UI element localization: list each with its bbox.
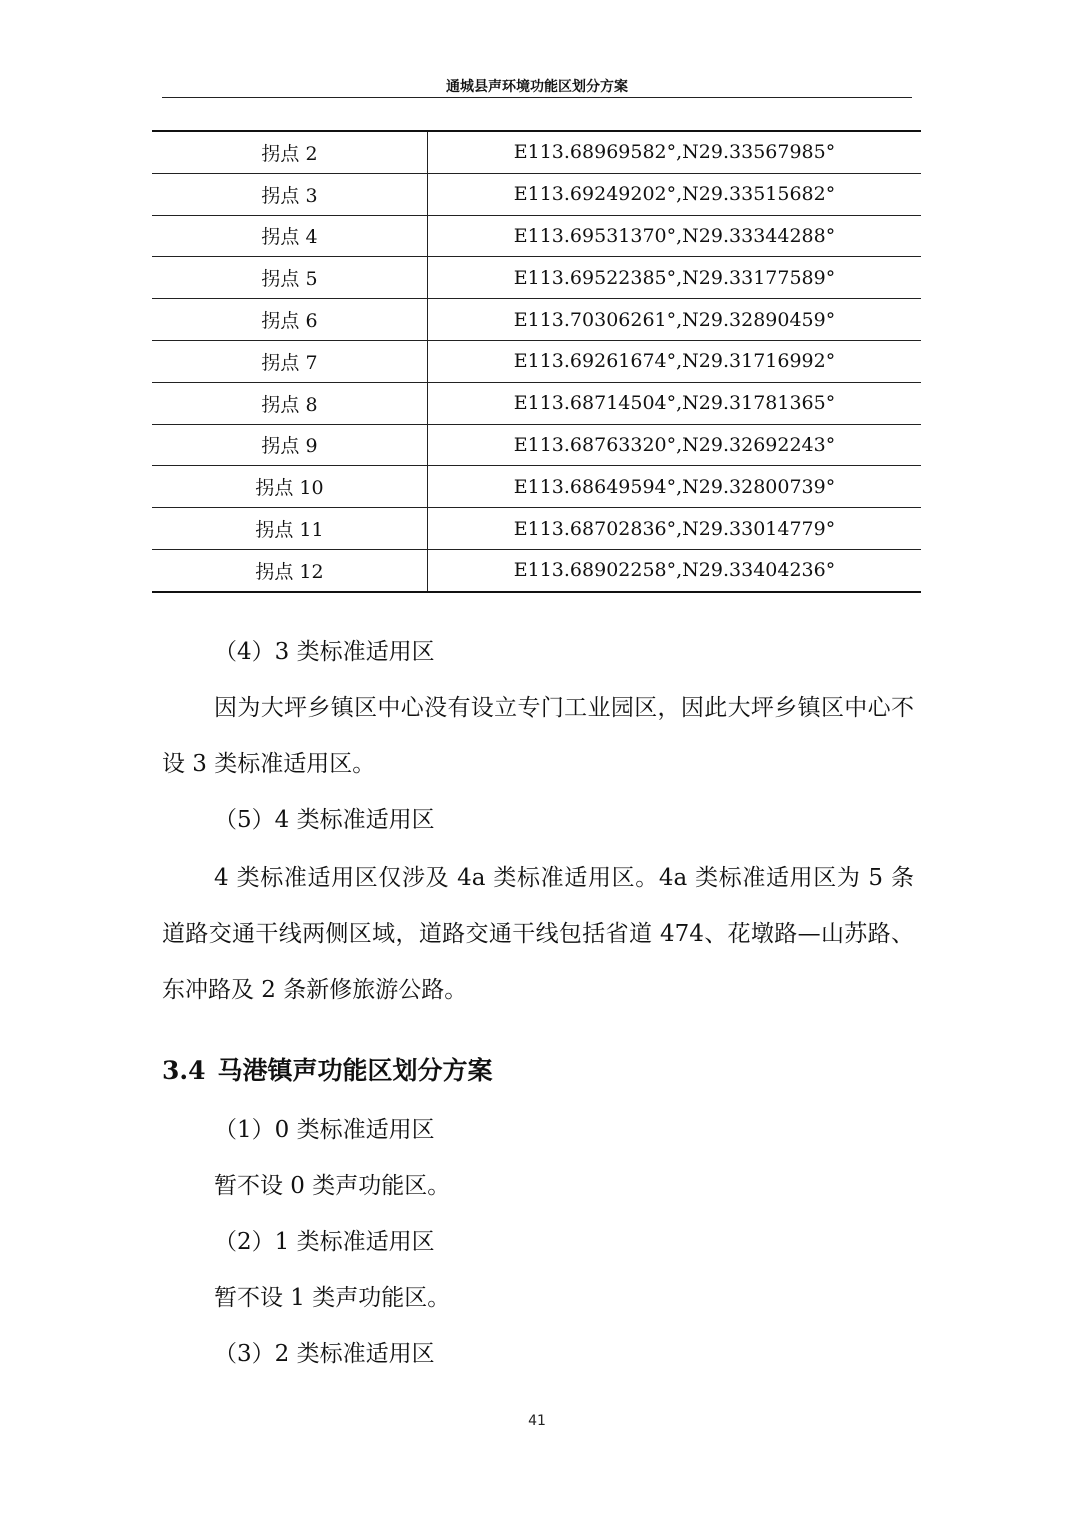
paragraph-class4-description: 4 类标准适用区仅涉及 4a 类标准适用区。4a 类标准适用区为 5 条道路交通干线两侧区域，道路交通干线包括省道 474、花墩路—山苏路、东冲路及 2 条新修旅游公路。	[162, 865, 914, 1003]
subsection-heading-class3: （4）3 类标准适用区	[214, 639, 435, 665]
point-name-cell: 拐点 4	[152, 215, 428, 257]
coordinate-cell: E113.68763320°,N29.32692243°	[428, 424, 922, 466]
point-name-cell: 拐点 7	[152, 340, 428, 382]
point-name-cell: 拐点 2	[152, 131, 428, 173]
section-title: 马港镇声功能区划分方案	[217, 1056, 493, 1085]
coordinate-cell: E113.69522385°,N29.33177589°	[428, 257, 922, 299]
coordinate-cell: E113.69249202°,N29.33515682°	[428, 173, 922, 215]
section-heading	[162, 1043, 493, 1099]
table-row	[152, 466, 921, 508]
table-row	[152, 340, 921, 382]
table-row	[152, 131, 921, 173]
coordinate-cell: E113.68702836°,N29.33014779°	[428, 508, 922, 550]
paragraph-class3-description: 因为大坪乡镇区中心没有设立专门工业园区，因此大坪乡镇区中心不设 3 类标准适用区。	[162, 695, 914, 777]
table-row	[152, 257, 921, 299]
header-divider	[162, 97, 912, 98]
paragraph-class0-description: 暂不设 0 类声功能区。	[214, 1173, 451, 1199]
table-row	[152, 549, 921, 591]
table-row	[152, 173, 921, 215]
page-header-title: 通城县声环境功能区划分方案	[446, 79, 628, 95]
paragraph-class1-description: 暂不设 1 类声功能区。	[214, 1285, 451, 1311]
point-name-cell: 拐点 9	[152, 424, 428, 466]
table-row	[152, 424, 921, 466]
point-name-cell: 拐点 5	[152, 257, 428, 299]
table-row	[152, 382, 921, 424]
subsection-heading-class0: （1）0 类标准适用区	[214, 1117, 435, 1143]
coordinate-cell: E113.68969582°,N29.33567985°	[513, 141, 836, 164]
point-name-cell: 拐点 11	[152, 508, 428, 550]
coordinates-table	[152, 130, 921, 593]
coordinate-cell: E113.69261674°,N29.31716992°	[428, 340, 922, 382]
coordinate-cell: E113.69531370°,N29.33344288°	[428, 215, 922, 257]
point-name-cell: 拐点 6	[152, 299, 428, 341]
coordinate-cell: E113.70306261°,N29.32890459°	[428, 299, 922, 341]
point-name-cell: 拐点 8	[152, 382, 428, 424]
table-row	[152, 215, 921, 257]
table-row	[152, 508, 921, 550]
point-name-cell: 拐点 12	[152, 549, 428, 591]
subsection-heading-class4: （5）4 类标准适用区	[214, 807, 435, 833]
coordinate-cell: E113.68649594°,N29.32800739°	[428, 466, 922, 508]
coordinate-cell: E113.68902258°,N29.33404236°	[428, 549, 922, 591]
section-number: 3.4	[162, 1056, 206, 1085]
coordinate-cell: E113.68714504°,N29.31781365°	[428, 382, 922, 424]
table-row	[152, 299, 921, 341]
page-number: 41	[528, 1413, 546, 1429]
subsection-heading-class2: （3）2 类标准适用区	[214, 1341, 435, 1367]
point-name-cell: 拐点 3	[152, 173, 428, 215]
point-name-cell: 拐点 10	[152, 466, 428, 508]
subsection-heading-class1: （2）1 类标准适用区	[214, 1229, 435, 1255]
